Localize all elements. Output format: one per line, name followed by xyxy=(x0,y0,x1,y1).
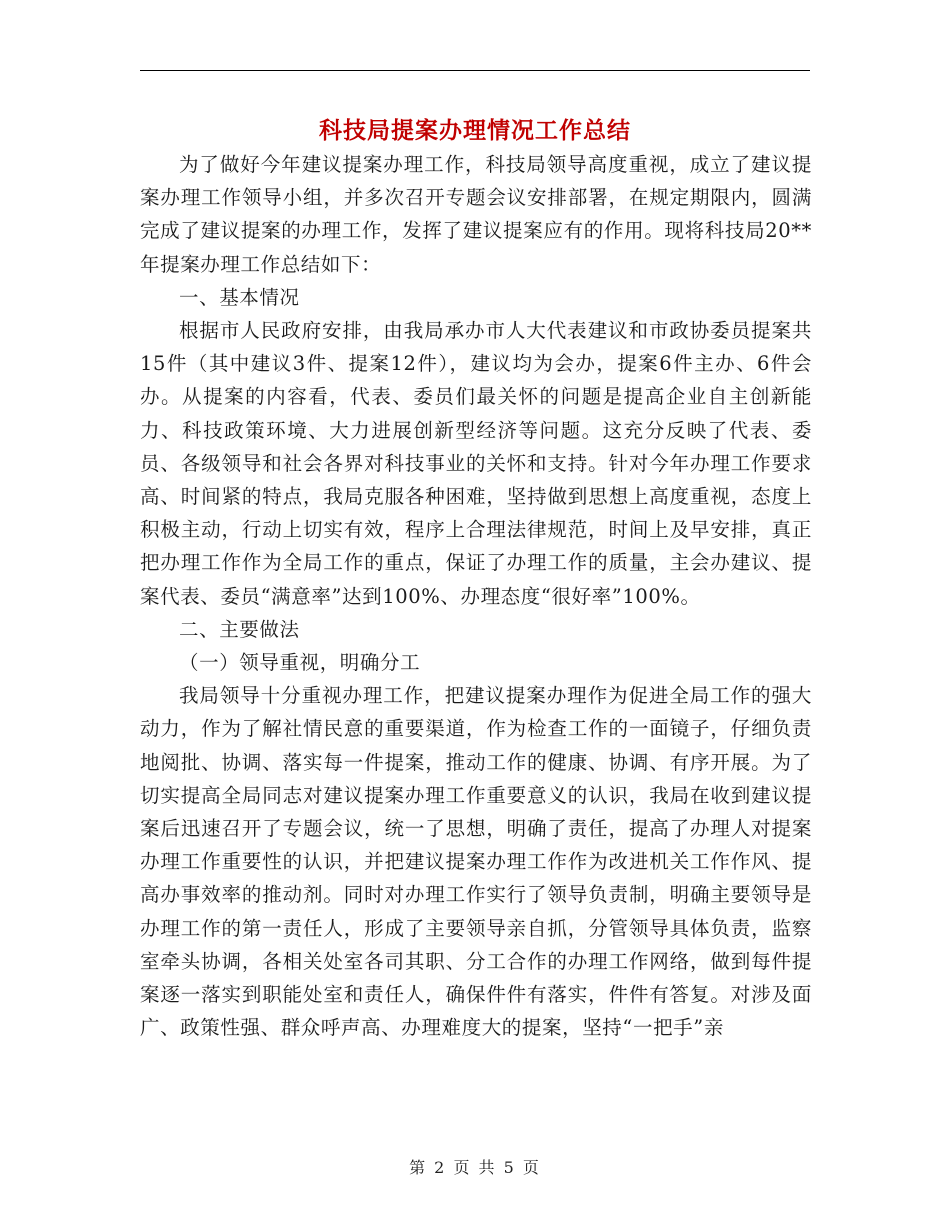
section-heading-basic-situation: 一、基本情况 xyxy=(179,285,300,309)
paragraph-leadership: 我局领导十分重视办理工作，把建议提案办理作为促进全局工作的强大动力，作为了解社情民意的重要渠道，作为检查工作的一面镜子，仔细负责地阅批、协调、落实每一件提案，推动工作的健康、协调、有序开展。为了切实提高全局同志对建议提案办理工作重要意义的认识，我局在收到建议提案后迅速召开了专题会议，统一了思想，明确了责任，提高了办理人对提案办理工作重要性的认识，并把建议提案办理工作作为改进机关工作作风、提高办事效率的推动剂。同时对办理工作实行了领导负责制，明确主要领导是办理工作的第一责任人，形成了主要领导亲自抓，分管领导具体负责，监察室牵头协调，各相关处室各司其职、分工合作的办理工作网络，做到每件提案逐一落实到职能处室和责任人，确保件件有落实，件件有答复。对涉及面广、政策性强、群众呼声高、办理难度大的提案，坚持“一把手”亲 xyxy=(140,684,812,1040)
section-heading-main-practices: 二、主要做法 xyxy=(179,617,300,641)
paragraph-basic-situation: 根据市人民政府安排，由我局承办市人大代表建议和市政协委员提案共15件（其中建议3件、提案12件），建议均为会办，提案6件主办、6件会办。从提案的内容看，代表、委员们最关怀的问题是提高企业自主创新能力、科技政策环境、大力进展创新型经济等问题。这充分反映了代表、委员、各级领导和社会各界对科技事业的关怀和支持。针对今年办理工作要求高、时间紧的特点，我局克服各种困难，坚持做到思想上高度重视，态度上积极主动，行动上切实有效，程序上合理法律规范，时间上及早安排，真正把办理工作作为全局工作的重点，保证了办理工作的质量，主会办建议、提案代表、委员“满意率”达到100%、办理态度“很好率”100%。 xyxy=(140,319,812,608)
header-rule xyxy=(140,70,810,71)
paragraph-intro: 为了做好今年建议提案办理工作，科技局领导高度重视，成立了建议提案办理工作领导小组，并多次召开专题会议安排部署，在规定期限内，圆满完成了建议提案的办理工作，发挥了建议提案应有的作用。现将科技局20**年提案办理工作总结如下： xyxy=(140,153,812,276)
page-number: 第 2 页 共 5 页 xyxy=(409,1158,541,1177)
document-title: 科技局提案办理情况工作总结 xyxy=(319,117,631,144)
document-body xyxy=(140,148,812,1044)
subsection-heading-leadership: （一）领导重视，明确分工 xyxy=(179,651,421,675)
